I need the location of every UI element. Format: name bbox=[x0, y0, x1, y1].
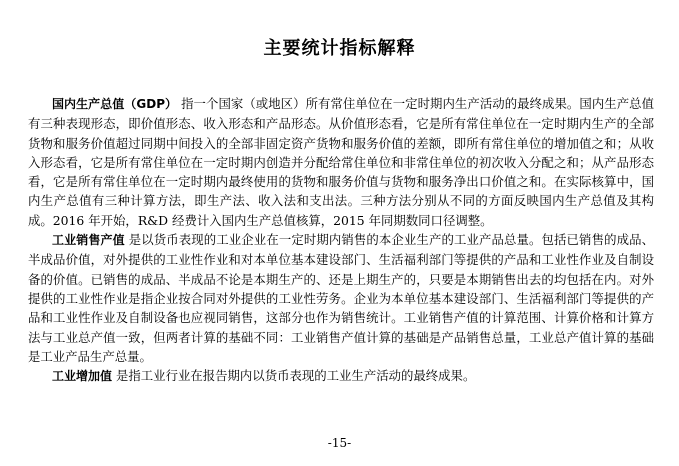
paragraph-gdp bbox=[28, 94, 654, 230]
paragraph-industrial-sales-output bbox=[28, 230, 654, 366]
document-body bbox=[28, 94, 654, 386]
definition-gdp: 指一个国家（或地区）所有常住单位在一定时期内生产活动的最终成果。国内生产总值有三种表现形态，即价值形态、收入形态和产品形态。从价值形态看，它是所有常住单位在一定时期内生产的全部货物和服务价值超过同期中间投入的全部非固定资产货物和服务价值的差额，即所有常住单位的增加值之和；从收入形态看，它是所有常住单位在一定时期内创造并分配给常住单位和非常住单位的初次收入分配之和；从产品形态看，它是所有常住单位在一定时期内最终使用的货物和服务价值与货物和服务净出口价值之和。在实际核算中，国内生产总值有三种计算方法，即生产法、收入法和支出法。三种方法分别从不同的方面反映国内生产总值及其构成。2016 年开始，R&D 经费计入国内生产总值核算，2015 年同期数同口径调整。 bbox=[28, 96, 655, 228]
definition-industrial-sales-output: 是以货币表现的工业企业在一定时期内销售的本企业生产的工业产品总量。包括已销售的成品、半成品价值，对外提供的工业性作业和对本单位基本建设部门、生活福利部门等提供的产品和工业性作业及自制设备的价值。已销售的成品、半成品不论是本期生产的、还是上期生产的，只要是本期销售出去的均包括在内。对外提供的工业性作业是指企业按合同对外提供的工业性劳务。企业为本单位基本建设部门、生活福利部门等提供的产品和工业性作业及自制设备也应视同销售，这部分也作为销售统计。工业销售产值的计算范围、计算价格和计算方法与工业总产值一致，但两者计算的基础不同：工业销售产值计算的基础是产品销售总量，工业总产值计算的基础是工业产品生产总量。 bbox=[28, 232, 654, 364]
term-industrial-value-added: 工业增加值 bbox=[52, 369, 113, 384]
page-number: -15- bbox=[327, 436, 352, 450]
definition-industrial-value-added: 是指工业行业在报告期内以货币表现的工业生产活动的最终成果。 bbox=[116, 368, 476, 384]
paragraph-industrial-value-added bbox=[28, 366, 654, 386]
term-gdp: 国内生产总值（GDP） bbox=[52, 97, 178, 111]
term-industrial-sales-output: 工业销售产值 bbox=[52, 233, 125, 248]
page-title: 主要统计指标解释 bbox=[263, 38, 416, 59]
